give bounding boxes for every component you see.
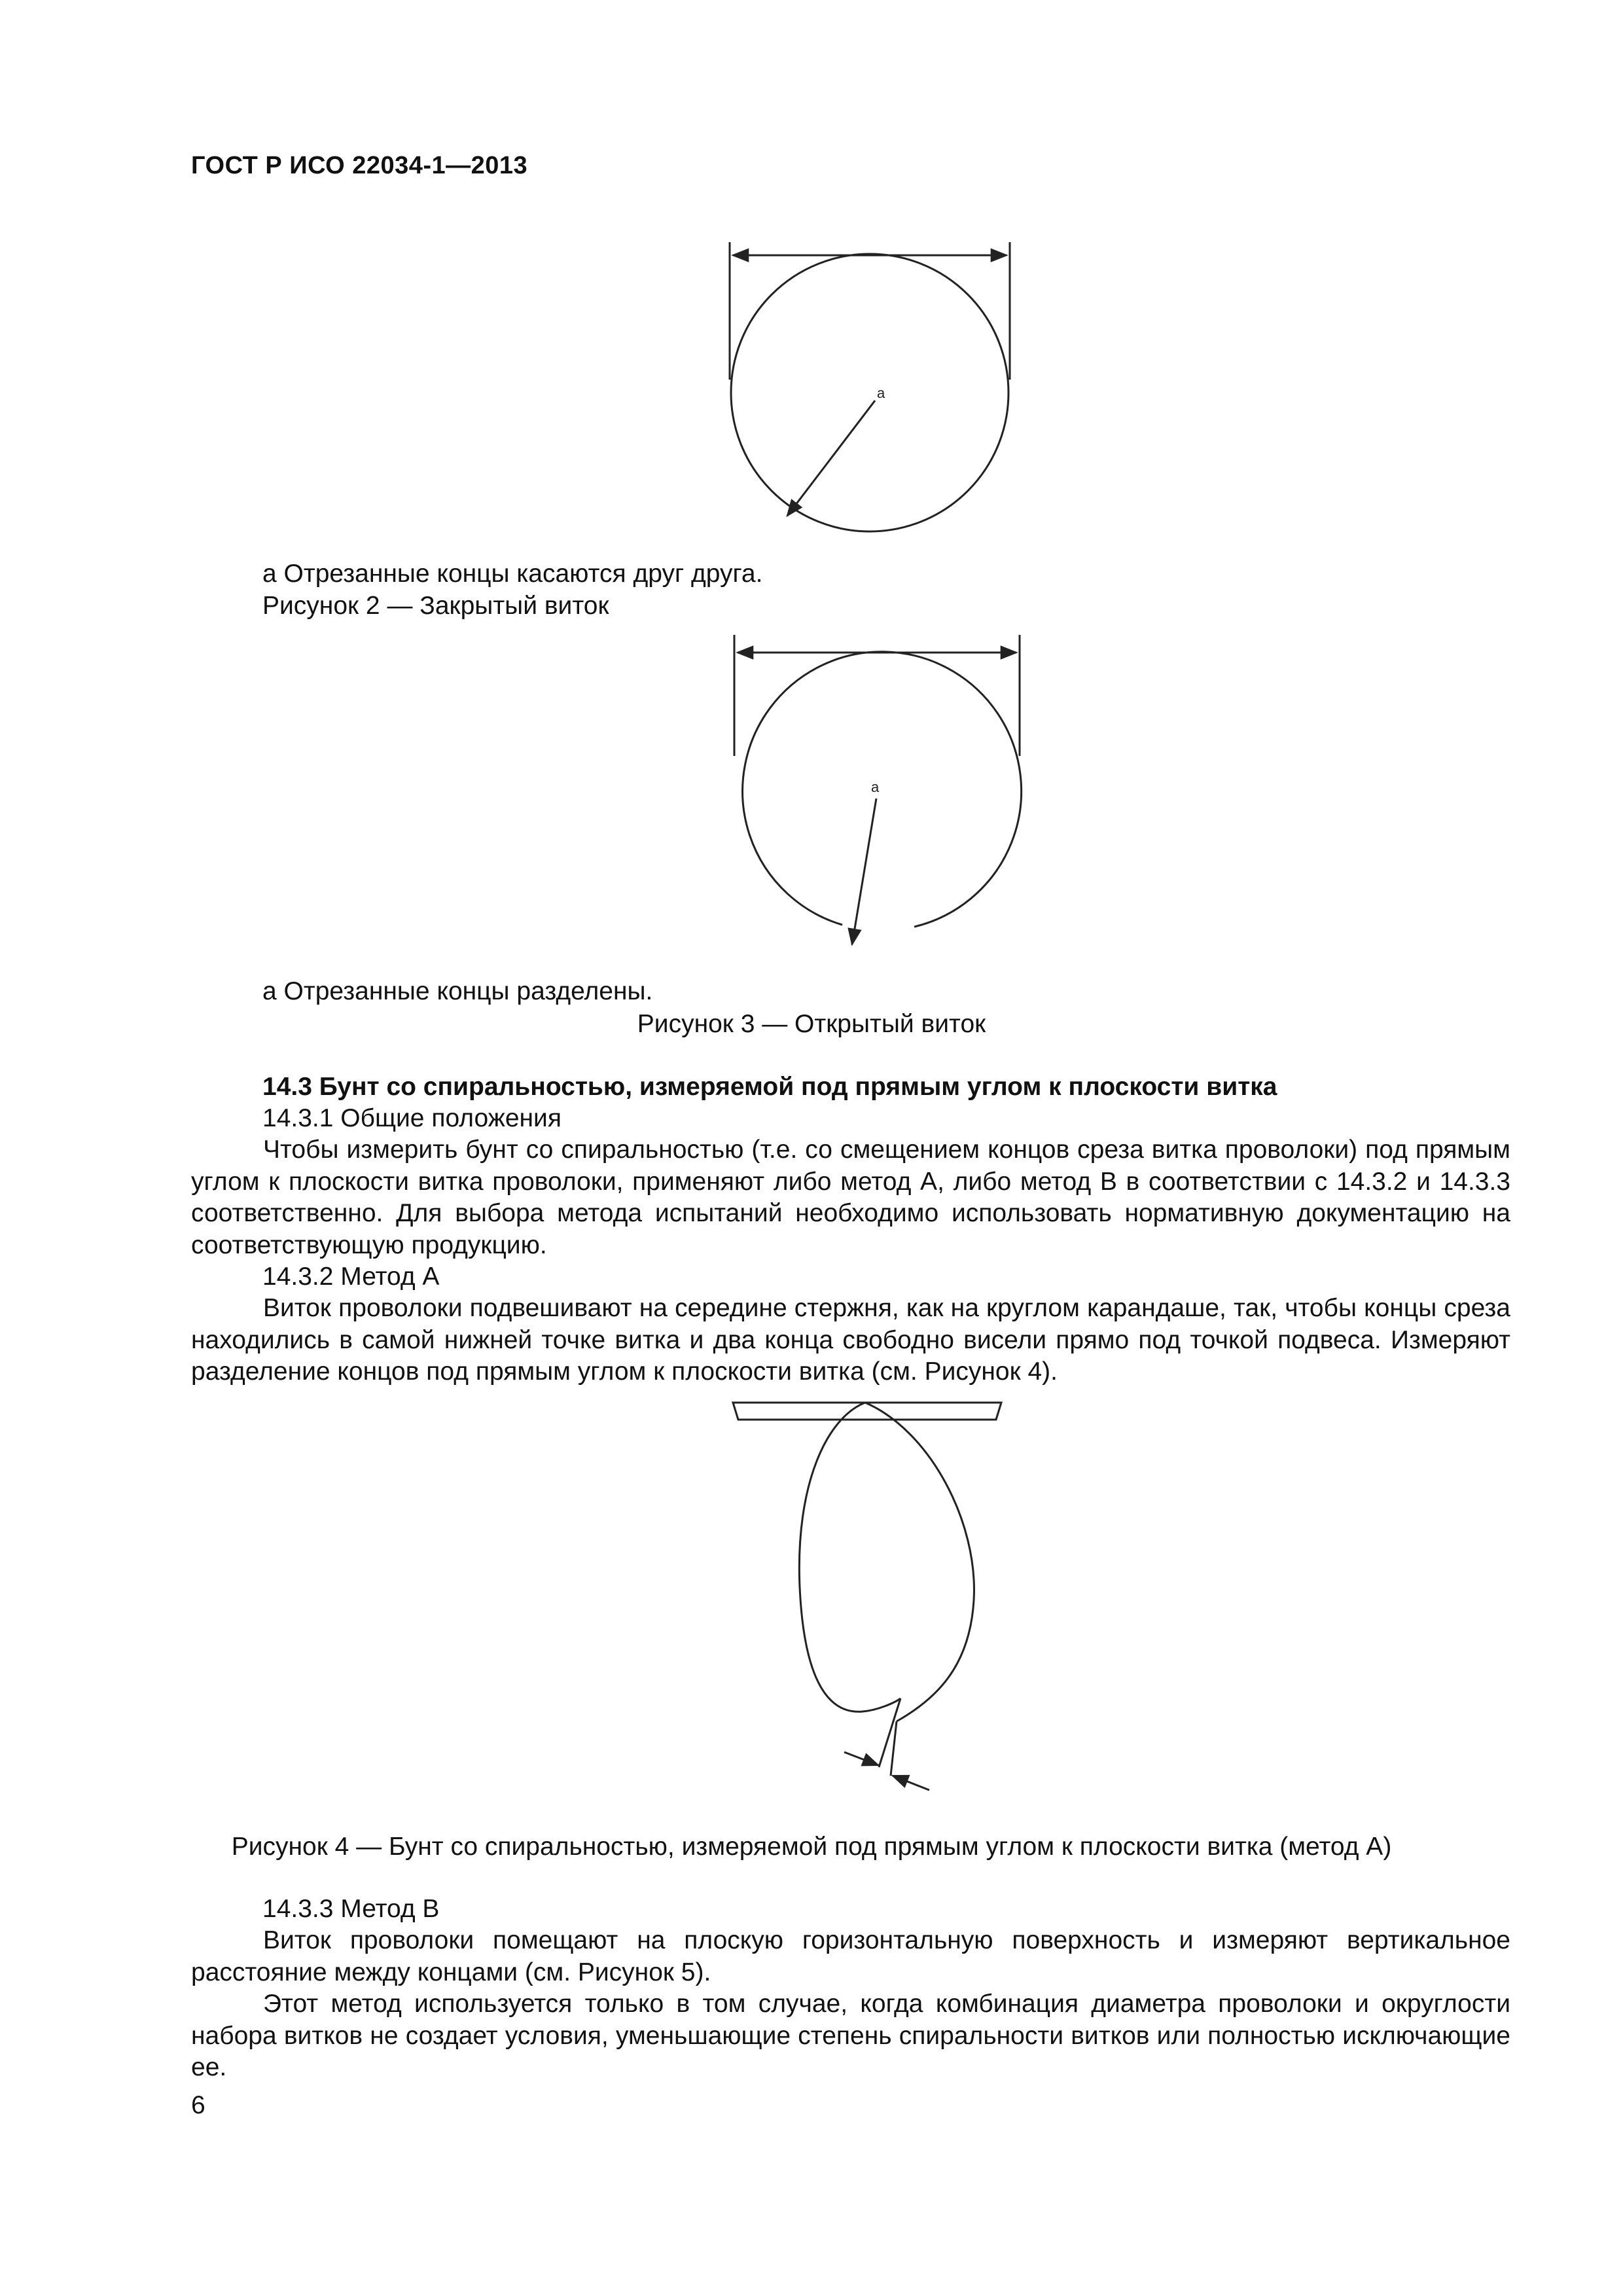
leader-arrow-a xyxy=(852,798,876,944)
document-header: ГОСТ Р ИСО 22034-1—2013 xyxy=(191,152,528,179)
measure-arrow-1 xyxy=(844,1752,878,1765)
coil-loop-left xyxy=(799,1403,901,1712)
subsection-14-3-3-para2: Этот метод используется только в том случае, когда комбинация диаметра проволоки и округлости набора витков не создает условия, уменьшающие степень спиральности витков или полностью исключающие ее. xyxy=(191,1990,1510,2081)
figure-3-drawing xyxy=(717,625,1044,952)
figure-2-note: a Отрезанные концы касаются друг друга. xyxy=(262,560,763,588)
rod xyxy=(733,1403,1001,1420)
figure-2-caption: Рисунок 2 — Закрытый виток xyxy=(262,592,609,620)
measure-arrow-2 xyxy=(893,1776,929,1790)
label-a: a xyxy=(871,779,880,795)
figure-2-closed-coil xyxy=(707,229,1047,569)
subsection-14-3-1-title: 14.3.1 Общие положения xyxy=(262,1104,562,1132)
wire-end-1 xyxy=(879,1698,901,1767)
subsection-14-3-3-title: 14.3.3 Метод В xyxy=(262,1895,440,1923)
figure-3-note: a Отрезанные концы разделены. xyxy=(262,977,653,1005)
coil-loop-right xyxy=(865,1403,974,1721)
section-14-3-heading: 14.3 Бунт со спиральностью, измеряемой под прямым углом к плоскости витка xyxy=(262,1073,1277,1101)
figure-4-drawing xyxy=(726,1391,1014,1816)
subsection-14-3-2-title: 14.3.2 Метод А xyxy=(262,1263,440,1291)
subsection-14-3-1-text: Чтобы измерить бунт со спиральностью (т.е. со смещением концов среза витка проволоки) под прямым углом к плоскости витка проволоки, применяют либо метод А, либо метод В в соответствии с 14.3.2 и 14.3.3 соответственно. Для выбора метода испытаний необходимо использовать нормативную документацию на соответствующую продукцию. xyxy=(191,1136,1510,1259)
open-coil-arc xyxy=(743,652,1022,927)
figure-3-open-coil xyxy=(717,625,1044,952)
subsection-14-3-3-para1: Виток проволоки помещают на плоскую горизонтальную поверхность и измеряют вертикальное расстояние между концами (см. Рисунок 5). xyxy=(191,1926,1510,1986)
figure-3-caption: Рисунок 3 — Открытый виток xyxy=(637,1010,986,1038)
page-number: 6 xyxy=(191,2091,205,2119)
figure-4-hanging-coil xyxy=(726,1391,1014,1816)
subsection-14-3-2-text: Виток проволоки подвешивают на середине стержня, как на круглом карандаше, так, чтобы концы среза находились в самой нижней точке витка и два конца свободно висели прямо под точкой подвеса. Измеряют разделение концов под прямым углом к плоскости витка (см. Рисунок 4). xyxy=(191,1294,1510,1386)
closed-coil-circle xyxy=(731,254,1008,531)
figure-2-drawing xyxy=(707,229,1047,569)
leader-arrow-a xyxy=(787,401,875,516)
figure-4-caption: Рисунок 4 — Бунт со спиральностью, измеряемой под прямым углом к плоскости витка (метод А) xyxy=(231,1833,1392,1861)
label-a: a xyxy=(877,385,885,401)
